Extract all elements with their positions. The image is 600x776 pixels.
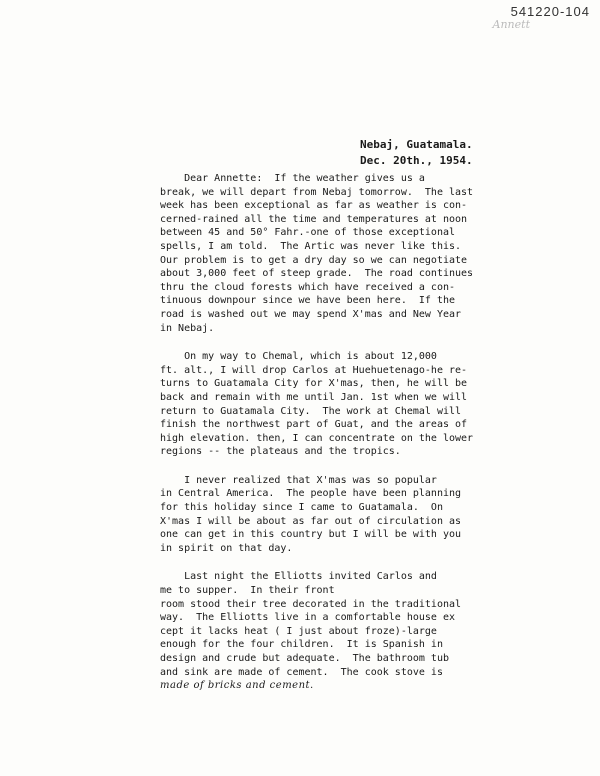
- paragraph-1: [160, 172, 474, 335]
- letter-date: Dec. 20th., 1954.: [360, 154, 473, 167]
- text-line: return to Guatamala City. The work at Chemal will: [160, 405, 462, 417]
- pencil-annotation: Annett: [492, 18, 530, 31]
- text-line: about 3,000 feet of steep grade. The road continues: [160, 268, 474, 280]
- text-line: ft. alt., I will drop Carlos at Huehuetenago-he re-: [160, 364, 468, 376]
- letter-header: [360, 137, 473, 169]
- text-line: Our problem is to get a dry day so we can negotiate: [160, 254, 468, 266]
- text-line: in Nebaj.: [160, 322, 215, 334]
- text-line: cerned-rained all the time and temperatures at noon: [160, 213, 468, 225]
- text-line: On my way to Chemal, which is about 12,000: [160, 351, 437, 363]
- paragraph-3: [160, 474, 460, 556]
- text-line: design and crude but adequate. The bathroom tub: [160, 653, 449, 664]
- paragraph-4: [160, 570, 460, 692]
- text-line: turns to Guatamala City for X'mas, then, he will be: [160, 378, 468, 390]
- text-line: regions -- the plateaus and the tropics.: [160, 446, 401, 458]
- text-line: room stood their tree decorated in the traditional: [160, 598, 462, 610]
- text-line: Dear Annette: If the weather gives us a: [160, 173, 425, 184]
- text-line: X'mas I will be about as far out of circulation as: [160, 515, 462, 527]
- handwritten-line: made of bricks and cement.: [160, 680, 314, 692]
- text-line: cept it lacks heat ( I just about froze)-large: [160, 625, 437, 637]
- text-line: one can get in this country but I will be with you: [160, 529, 462, 541]
- text-line: I never realized that X'mas was so popular: [160, 474, 437, 486]
- text-line: Last night the Elliotts invited Carlos and: [160, 571, 437, 583]
- letter-body: [160, 172, 474, 708]
- text-line: in spirit on that day.: [160, 542, 293, 554]
- text-line: thru the cloud forests which have received a con-: [160, 281, 456, 293]
- text-line: week has been exceptional as far as weather is con-: [160, 200, 468, 212]
- text-line: for this holiday since I came to Guatamala. On: [160, 502, 443, 514]
- text-line: way. The Elliotts live in a comfortable house ex: [160, 612, 456, 624]
- text-line: break, we will depart from Nebaj tomorrow. The last: [160, 186, 474, 198]
- text-line: enough for the four children. It is Spanish in: [160, 639, 443, 651]
- text-line: tinuous downpour since we have been here. If the: [160, 295, 456, 307]
- text-line: back and remain with me until Jan. 1st when we will: [160, 391, 468, 403]
- text-line: in Central America. The people have been planning: [160, 488, 462, 500]
- letter-location: Nebaj, Guatamala.: [360, 138, 473, 151]
- text-line: finish the northwest part of Guat, and the areas of: [160, 419, 468, 431]
- text-line: spells, I am told. The Artic was never like this.: [160, 240, 462, 252]
- text-line: road is washed out we may spend X'mas and New Year: [160, 308, 462, 320]
- reference-number: 541220-104: [510, 4, 590, 19]
- text-line: between 45 and 50° Fahr.-one of those exceptional: [160, 227, 456, 239]
- paragraph-2: [160, 350, 474, 459]
- text-line: high elevation. then, I can concentrate on the lower: [160, 432, 474, 444]
- text-line: me to supper. In their front: [160, 585, 335, 597]
- text-line: and sink are made of cement. The cook stove is: [160, 666, 443, 678]
